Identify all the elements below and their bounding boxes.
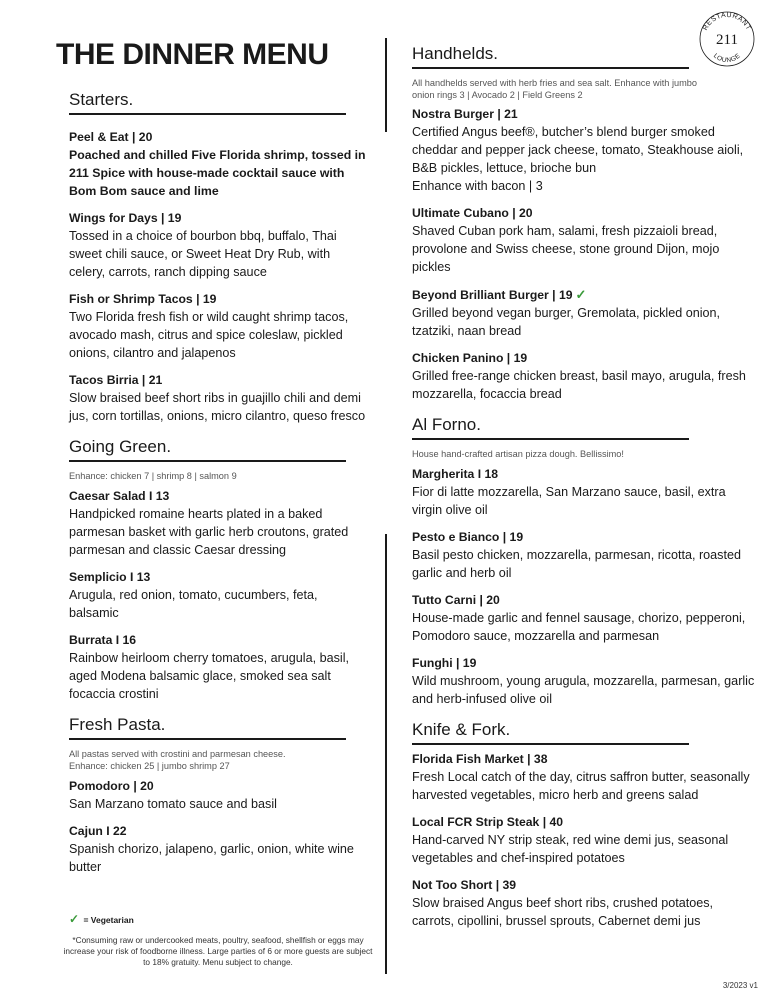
item-description: Tossed in a choice of bourbon bbq, buffalo, Thai sweet chili sauce, or Sweet Heat Dry Rub, with celery, carrots, ranch dipping sauce	[69, 229, 337, 279]
column-divider-top	[385, 38, 387, 132]
logo-top-text: RESTAURANT	[702, 11, 752, 32]
leaf-icon: ✓	[69, 912, 80, 926]
item-name: Pesto e Bianco | 19	[412, 530, 524, 544]
section-knife-fork	[412, 720, 758, 930]
item-name: Semplicio I 13	[69, 570, 151, 584]
menu-item	[69, 569, 369, 622]
right-column	[412, 44, 758, 930]
logo-number: 211	[716, 32, 738, 48]
leaf-icon: ✓	[575, 287, 587, 302]
section-title-handhelds: Handhelds.	[412, 44, 689, 69]
version-label: 3/2023 v1	[722, 981, 758, 990]
section-note-enhance: Enhance: chicken 25 | jumbo shrimp 27	[69, 761, 230, 771]
item-name: Burrata I 16	[69, 633, 137, 647]
item-name: Nostra Burger | 21	[412, 107, 518, 121]
section-starters	[69, 90, 369, 425]
column-divider-bottom	[385, 534, 387, 974]
menu-title: THE DINNER MENU	[56, 38, 329, 71]
disclaimer: *Consuming raw or undercooked meats, poultry, seafood, shellfish or eggs may increase your risk of foodborne illness. Large parties of 6 or more guests are subject to 18% gratuity. Menu subject to change.	[63, 935, 373, 967]
section-title-al-forno: Al Forno.	[412, 415, 689, 440]
section-note: House hand-crafted artisan pizza dough. Bellissimo!	[412, 449, 624, 459]
left-column	[69, 90, 369, 876]
menu-item	[412, 814, 758, 867]
item-description: Arugula, red onion, tomato, cucumbers, feta, balsamic	[69, 588, 318, 620]
menu-item	[69, 632, 369, 703]
menu-item	[412, 106, 758, 195]
item-name: Local FCR Strip Steak | 40	[412, 815, 564, 829]
menu-item	[69, 488, 369, 559]
section-title-knife-fork: Knife & Fork.	[412, 720, 689, 745]
menu-item	[69, 372, 369, 425]
item-description: Wild mushroom, young arugula, mozzarella, parmesan, garlic and herb-infused olive oil	[412, 674, 755, 706]
item-description: Poached and chilled Five Florida shrimp, tossed in 211 Spice with house-made cocktail sauce with Bom Bom sauce and lime	[69, 148, 366, 198]
section-handhelds	[412, 44, 758, 403]
item-name: Fish or Shrimp Tacos | 19	[69, 292, 217, 306]
item-name: Tutto Carni | 20	[412, 593, 500, 607]
item-enhance: Enhance with bacon | 3	[412, 179, 543, 193]
section-note: All handhelds served with herb fries and sea salt. Enhance with jumbo onion rings 3 | Avocado 2 | Field Greens 2	[412, 78, 697, 100]
logo-bottom-text: LOUNGE	[711, 52, 743, 65]
item-description: Slow braised beef short ribs in guajillo chili and demi jus, corn tortillas, onions, micro cilantro, queso fresco	[69, 391, 366, 423]
menu-item	[69, 778, 369, 813]
menu-item	[412, 751, 758, 804]
menu-item	[412, 655, 758, 708]
item-description: Fior di latte mozzarella, San Marzano sauce, basil, extra virgin olive oil	[412, 485, 726, 517]
section-al-forno	[412, 415, 758, 708]
section-title-starters: Starters.	[69, 90, 346, 115]
item-name: Wings for Days | 19	[69, 211, 182, 225]
item-description: Shaved Cuban pork ham, salami, fresh pizzaioli bread, provolone and Swiss cheese, stone ground Dijon, mojo pickles	[412, 224, 720, 274]
section-title-going-green: Going Green.	[69, 437, 346, 462]
item-name: Chicken Panino | 19	[412, 351, 528, 365]
legend-text: = Vegetarian	[83, 915, 134, 925]
section-note: Enhance: chicken 7 | shrimp 8 | salmon 9	[69, 471, 237, 481]
menu-item	[412, 592, 758, 645]
menu-item	[69, 210, 369, 281]
item-name	[412, 286, 758, 304]
item-name: Funghi | 19	[412, 656, 477, 670]
item-description: Handpicked romaine hearts plated in a baked parmesan basket with garlic herb croutons, grated parmesan and classic Caesar dressing	[69, 507, 349, 557]
item-name: Margherita I 18	[412, 467, 499, 481]
item-description: Hand-carved NY strip steak, red wine demi jus, seasonal vegetables and chef-inspired potatoes	[412, 833, 729, 865]
menu-item	[69, 291, 369, 362]
item-name: Caesar Salad I 13	[69, 489, 170, 503]
item-description: Spanish chorizo, jalapeno, garlic, onion, white wine butter	[69, 842, 354, 874]
item-description: Grilled free-range chicken breast, basil mayo, arugula, fresh mozzarella, focaccia bread	[412, 369, 746, 401]
item-description: Fresh Local catch of the day, citrus saffron butter, seasonally harvested vegetables, micro herb and greens salad	[412, 770, 750, 802]
item-description: Two Florida fresh fish or wild caught shrimp tacos, avocado mash, citrus and spice coleslaw, pickled onions, cilantro and jalapenos	[69, 310, 349, 360]
item-description: Basil pesto chicken, mozzarella, parmesan, ricotta, roasted garlic and herb oil	[412, 548, 741, 580]
item-description: House-made garlic and fennel sausage, chorizo, pepperoni, Pomodoro sauce, mozzarella and parmesan	[412, 611, 746, 643]
section-note: All pastas served with crostini and parmesan cheese.	[69, 749, 286, 759]
item-name: Ultimate Cubano | 20	[412, 206, 533, 220]
item-description: San Marzano tomato sauce and basil	[69, 797, 277, 811]
item-name: Tacos Birria | 21	[69, 373, 163, 387]
vegetarian-legend	[69, 912, 134, 926]
section-going-green	[69, 437, 369, 703]
section-fresh-pasta	[69, 715, 369, 876]
menu-item	[412, 529, 758, 582]
menu-item	[412, 350, 758, 403]
item-description: Slow braised Angus beef short ribs, crushed potatoes, carrots, cipollini, brussel sprouts, Cabernet demi jus	[412, 896, 714, 928]
item-name: Cajun I 22	[69, 824, 127, 838]
item-name: Florida Fish Market | 38	[412, 752, 548, 766]
section-title-fresh-pasta: Fresh Pasta.	[69, 715, 346, 740]
item-description: Rainbow heirloom cherry tomatoes, arugula, basil, aged Modena balsamic glace, smoked sea salt focaccia crostini	[69, 651, 349, 701]
menu-item	[412, 205, 758, 276]
menu-item	[69, 129, 369, 200]
item-name: Pomodoro | 20	[69, 779, 154, 793]
menu-item	[412, 877, 758, 930]
item-name-text: Beyond Brilliant Burger | 19	[412, 288, 573, 302]
menu-item	[412, 466, 758, 519]
menu-item	[412, 286, 758, 340]
item-name: Peel & Eat | 20	[69, 130, 153, 144]
item-name: Not Too Short | 39	[412, 878, 517, 892]
item-description: Certified Angus beef®, butcher’s blend burger smoked cheddar and pepper jack cheese, tomato, Steakhouse aioli, B&B pickles, lettuce, brioche bun	[412, 125, 744, 175]
svg-text:RESTAURANT	[702, 12, 752, 32]
menu-item	[69, 823, 369, 876]
item-description: Grilled beyond vegan burger, Gremolata, pickled onion, tzatziki, naan bread	[412, 306, 721, 338]
